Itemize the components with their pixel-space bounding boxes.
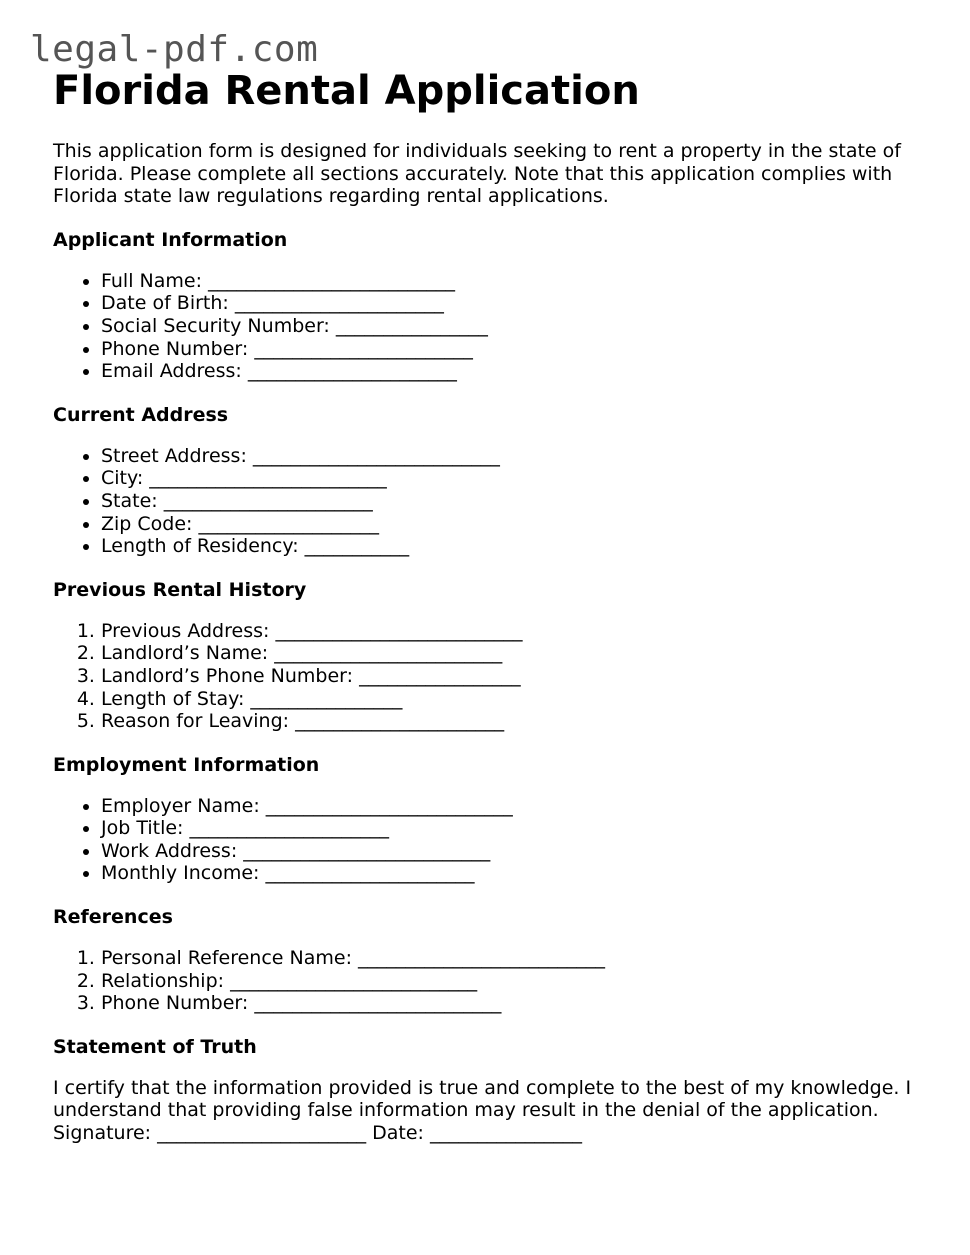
section-heading-current-address: Current Address xyxy=(53,403,229,426)
field-length-of-stay: 4. Length of Stay: ________________ xyxy=(101,688,923,711)
current-address-list xyxy=(53,445,923,558)
field-work-address: • Work Address: __________________________ xyxy=(101,840,923,863)
field-reference-phone: 3. Phone Number: __________________________ xyxy=(101,992,923,1015)
section-heading-statement: Statement of Truth xyxy=(53,1035,257,1058)
field-previous-address: 1. Previous Address: __________________________ xyxy=(101,620,923,643)
field-landlord-phone: 3. Landlord’s Phone Number: _________________ xyxy=(101,665,923,688)
field-length-of-residency: • Length of Residency: ___________ xyxy=(101,535,923,558)
field-landlord-name: 2. Landlord’s Name: ________________________ xyxy=(101,642,923,665)
signature-date-line: Signature: ______________________ Date: ________________ xyxy=(53,1122,582,1145)
field-street-address: • Street Address: __________________________ xyxy=(101,445,923,468)
field-email-address: • Email Address: ______________________ xyxy=(101,360,923,383)
field-monthly-income: • Monthly Income: ______________________ xyxy=(101,862,923,885)
statement-text: I certify that the information provided is true and complete to the best of my knowledge. I understand that providing false information may result in the denial of the application. xyxy=(53,1076,912,1122)
section-heading-rental-history: Previous Rental History xyxy=(53,578,307,601)
field-phone-number: • Phone Number: _______________________ xyxy=(101,338,923,361)
applicant-list xyxy=(53,270,923,383)
field-state: • State: ______________________ xyxy=(101,490,923,513)
references-list xyxy=(53,947,923,1015)
field-date-of-birth: • Date of Birth: ______________________ xyxy=(101,292,923,315)
watermark: legal-pdf.com xyxy=(30,29,319,70)
section-heading-employment: Employment Information xyxy=(53,753,320,776)
field-employer-name: • Employer Name: __________________________ xyxy=(101,795,923,818)
document xyxy=(53,66,923,1145)
field-ssn: • Social Security Number: ________________ xyxy=(101,315,923,338)
rental-history-list xyxy=(53,620,923,733)
employment-list xyxy=(53,795,923,885)
intro-paragraph: This application form is designed for individuals seeking to rent a property in the state of Florida. Please complete all sections accurately. Note that this application complies with Florida state law regulations regarding rental applications. xyxy=(53,140,901,208)
field-reason-for-leaving: 5. Reason for Leaving: ______________________ xyxy=(101,710,923,733)
page-title: Florida Rental Application xyxy=(53,68,640,114)
field-relationship: 2. Relationship: __________________________ xyxy=(101,970,923,993)
field-reference-name: 1. Personal Reference Name: __________________________ xyxy=(101,947,923,970)
field-full-name: • Full Name: __________________________ xyxy=(101,270,923,293)
field-city: • City: _________________________ xyxy=(101,467,923,490)
field-zip-code: • Zip Code: ___________________ xyxy=(101,513,923,536)
section-heading-references: References xyxy=(53,906,173,929)
field-job-title: • Job Title: _____________________ xyxy=(101,817,923,840)
section-heading-applicant: Applicant Information xyxy=(53,228,288,251)
